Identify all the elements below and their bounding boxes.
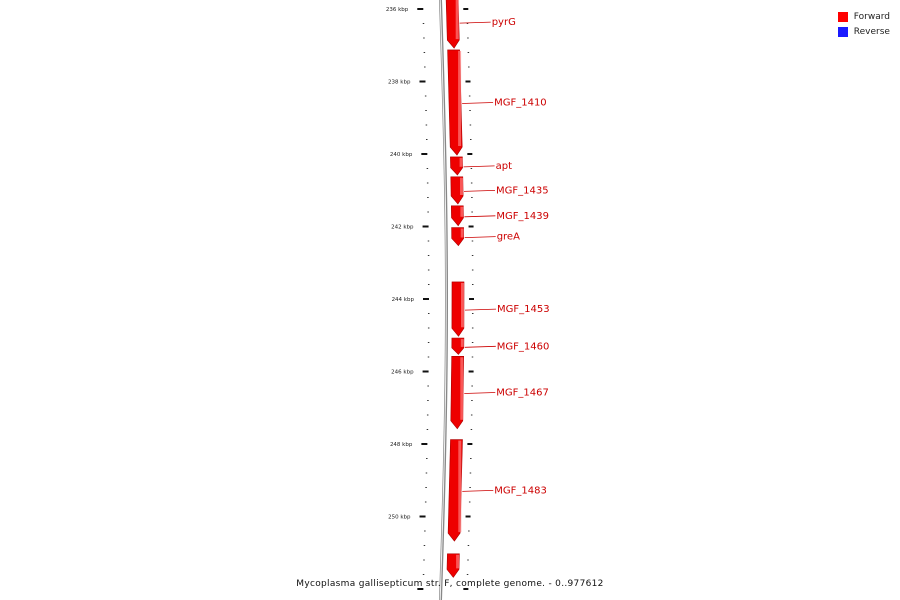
minor-tick: [471, 386, 473, 387]
gene-label: MGF_1453: [497, 304, 550, 316]
gene-highlight: [461, 339, 464, 347]
minor-tick: [426, 125, 428, 126]
gene-highlight: [456, 555, 459, 569]
gene-label: apt: [495, 160, 513, 172]
minor-tick: [469, 502, 471, 503]
minor-tick: [428, 241, 430, 242]
gene-MGF_1483[interactable]: [448, 440, 547, 541]
major-tick: [469, 226, 474, 228]
gene-label: MGF_1439: [496, 210, 549, 222]
major-tick: [421, 153, 427, 155]
label-leader: [462, 490, 493, 491]
minor-tick: [423, 574, 425, 575]
gene-MGF_1435[interactable]: [451, 177, 549, 204]
minor-tick: [424, 52, 426, 53]
minor-tick: [426, 139, 428, 140]
minor-tick: [472, 313, 474, 314]
minor-tick: [472, 241, 474, 242]
major-tick: [467, 443, 472, 445]
genome-backbone: [441, 0, 447, 600]
legend-item-reverse: [838, 24, 890, 39]
minor-tick: [471, 429, 473, 430]
label-leader: [464, 393, 495, 394]
gene-greA[interactable]: [452, 228, 520, 246]
major-tick: [423, 371, 429, 373]
major-tick: [417, 8, 423, 10]
minor-tick: [427, 415, 429, 416]
minor-tick: [425, 96, 427, 97]
minor-tick: [423, 38, 425, 39]
gene-MGF_1453[interactable]: [452, 282, 550, 336]
gene-label: pyrG: [491, 17, 516, 29]
gene-highlight: [460, 158, 463, 167]
gene-label: greA: [496, 231, 520, 243]
minor-tick: [424, 67, 426, 68]
gene-label: MGF_1410: [494, 97, 547, 109]
minor-tick: [472, 342, 474, 343]
label-leader: [462, 103, 493, 104]
minor-tick: [469, 110, 471, 111]
label-leader: [464, 216, 495, 217]
tick-label: 238 kbp: [388, 79, 411, 86]
gene-apt[interactable]: [450, 157, 512, 175]
legend-label-forward: Forward: [853, 11, 890, 22]
gene-highlight: [458, 51, 461, 146]
reverse-swatch: [838, 27, 848, 37]
minor-tick: [423, 560, 425, 561]
minor-tick: [427, 212, 429, 213]
minor-tick: [424, 545, 426, 546]
minor-tick: [427, 197, 429, 198]
gene-label: MGF_1483: [494, 485, 547, 497]
minor-tick: [428, 284, 430, 285]
gene-MGF_1439[interactable]: [451, 206, 549, 226]
major-tick: [463, 8, 468, 10]
legend-item-forward: [838, 9, 890, 24]
minor-tick: [427, 183, 429, 184]
gene-highlight: [461, 229, 464, 238]
tick-label: 246 kbp: [391, 369, 414, 376]
minor-tick: [426, 458, 428, 459]
minor-tick: [428, 328, 430, 329]
major-tick: [420, 516, 426, 518]
minor-tick: [471, 197, 473, 198]
genome-caption: Mycoplasma gallisepticum str. F, complete genome. - 0..977612: [296, 579, 604, 589]
minor-tick: [470, 473, 472, 474]
label-leader: [465, 346, 496, 347]
gene-MGF_1460[interactable]: [452, 338, 550, 354]
minor-tick: [468, 545, 470, 546]
minor-tick: [472, 328, 474, 329]
tick-label: 240 kbp: [389, 152, 413, 158]
major-tick: [421, 443, 427, 445]
minor-tick: [427, 400, 429, 401]
gene-track: [446, 0, 550, 577]
minor-tick: [472, 255, 474, 256]
minor-tick: [425, 502, 427, 503]
minor-tick: [470, 125, 472, 126]
major-tick: [423, 226, 429, 228]
minor-tick: [427, 429, 429, 430]
tick-label: 248 kbp: [389, 442, 413, 448]
strand-legend: [838, 9, 890, 39]
minor-tick: [427, 168, 429, 169]
minor-tick: [472, 284, 474, 285]
minor-tick: [471, 168, 473, 169]
major-tick: [469, 298, 474, 300]
minor-tick: [472, 270, 474, 271]
major-tick: [466, 516, 471, 518]
minor-tick: [471, 212, 473, 213]
minor-tick: [467, 38, 469, 39]
label-leader: [464, 190, 495, 191]
tick-label: 242 kbp: [391, 224, 414, 231]
major-tick: [423, 298, 429, 300]
minor-tick: [469, 96, 471, 97]
gene-label: MGF_1435: [496, 185, 549, 197]
minor-tick: [426, 473, 428, 474]
gene-pyrG[interactable]: [446, 0, 516, 48]
gene-unlabeled[interactable]: [447, 554, 459, 578]
minor-tick: [471, 183, 473, 184]
minor-tick: [467, 560, 469, 561]
minor-tick: [425, 110, 427, 111]
minor-tick: [468, 52, 470, 53]
gene-label: MGF_1467: [496, 387, 549, 399]
tick-label: 244 kbp: [391, 297, 414, 303]
minor-tick: [428, 342, 430, 343]
gene-highlight: [461, 283, 464, 327]
major-tick: [469, 371, 474, 373]
gene-MGF_1410[interactable]: [448, 50, 547, 155]
minor-tick: [425, 487, 427, 488]
tick-label: 250 kbp: [388, 514, 411, 521]
minor-tick: [468, 531, 470, 532]
minor-tick: [427, 386, 429, 387]
minor-tick: [472, 357, 474, 358]
minor-tick: [470, 139, 472, 140]
minor-tick: [424, 531, 426, 532]
gene-highlight: [460, 357, 463, 420]
label-leader: [460, 22, 491, 23]
major-tick: [465, 81, 470, 83]
minor-tick: [428, 313, 430, 314]
major-tick: [419, 81, 425, 83]
minor-tick: [468, 67, 470, 68]
minor-tick: [428, 270, 430, 271]
minor-tick: [471, 415, 473, 416]
label-leader: [464, 166, 495, 167]
forward-swatch: [838, 12, 848, 22]
major-tick: [467, 153, 472, 155]
minor-tick: [470, 458, 472, 459]
gene-MGF_1467[interactable]: [451, 356, 549, 429]
minor-tick: [428, 255, 430, 256]
label-leader: [465, 237, 496, 238]
minor-tick: [469, 487, 471, 488]
label-leader: [465, 309, 496, 310]
minor-tick: [428, 357, 430, 358]
gene-highlight: [460, 178, 463, 195]
minor-tick: [467, 574, 469, 575]
gene-highlight: [460, 207, 463, 217]
gene-highlight: [456, 0, 459, 39]
gene-highlight: [458, 441, 461, 532]
minor-tick: [471, 400, 473, 401]
minor-tick: [423, 23, 425, 24]
gene-label: MGF_1460: [496, 341, 550, 353]
tick-label: 236 kbp: [385, 7, 409, 13]
legend-label-reverse: Reverse: [853, 26, 890, 37]
